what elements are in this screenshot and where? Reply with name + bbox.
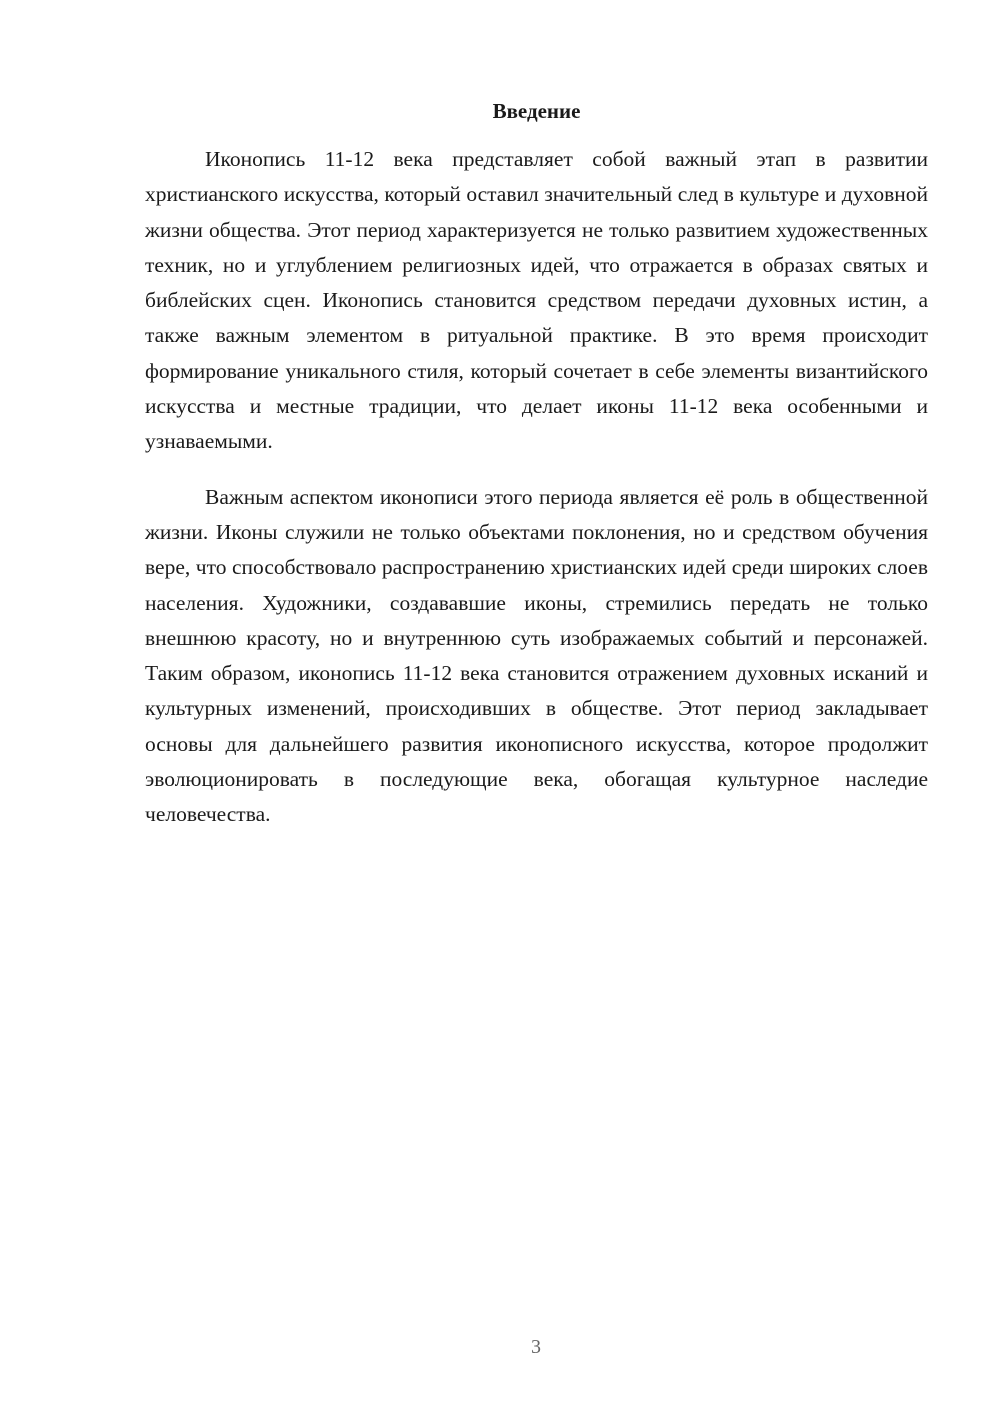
section-heading: Введение [492,99,581,123]
paragraph-1: Иконопись 11-12 века представляет собой важный этап в развитии христианского искусства, который оставил значительный след в культуре и духовной жизни общества. Этот период характеризуется не только развитием художественных техник, но и углублением религиозных идей, что отражается в образах святых и библейских сцен. Иконопись становится средством передачи духовных истин, а также важным элементом в ритуальной практике. В это время происходит формирование уникального стиля, который сочетает в себе элементы византийского искусства и местные традиции, что делает иконы 11-12 века особенными и узнаваемыми. [145,147,928,454]
paragraph-2: Важным аспектом иконописи этого периода является её роль в общественной жизни. Иконы служили не только объектами поклонения, но и средством обучения вере, что способствовало распространению христианских идей среди широких слоев населения. Художники, создававшие иконы, стремились передать не только внешнюю красоту, но и внутреннюю суть изображаемых событий и персонажей. Таким образом, иконопись 11-12 века становится отражением духовных исканий и культурных изменений, происходивших в обществе. Этот период закладывает основы для дальнейшего развития иконописного искусства, которое продолжит эволюционировать в последующие века, обогащая культурное наследие человечества. [145,484,928,827]
page-number: 3 [531,1336,541,1358]
body-text [145,142,928,833]
